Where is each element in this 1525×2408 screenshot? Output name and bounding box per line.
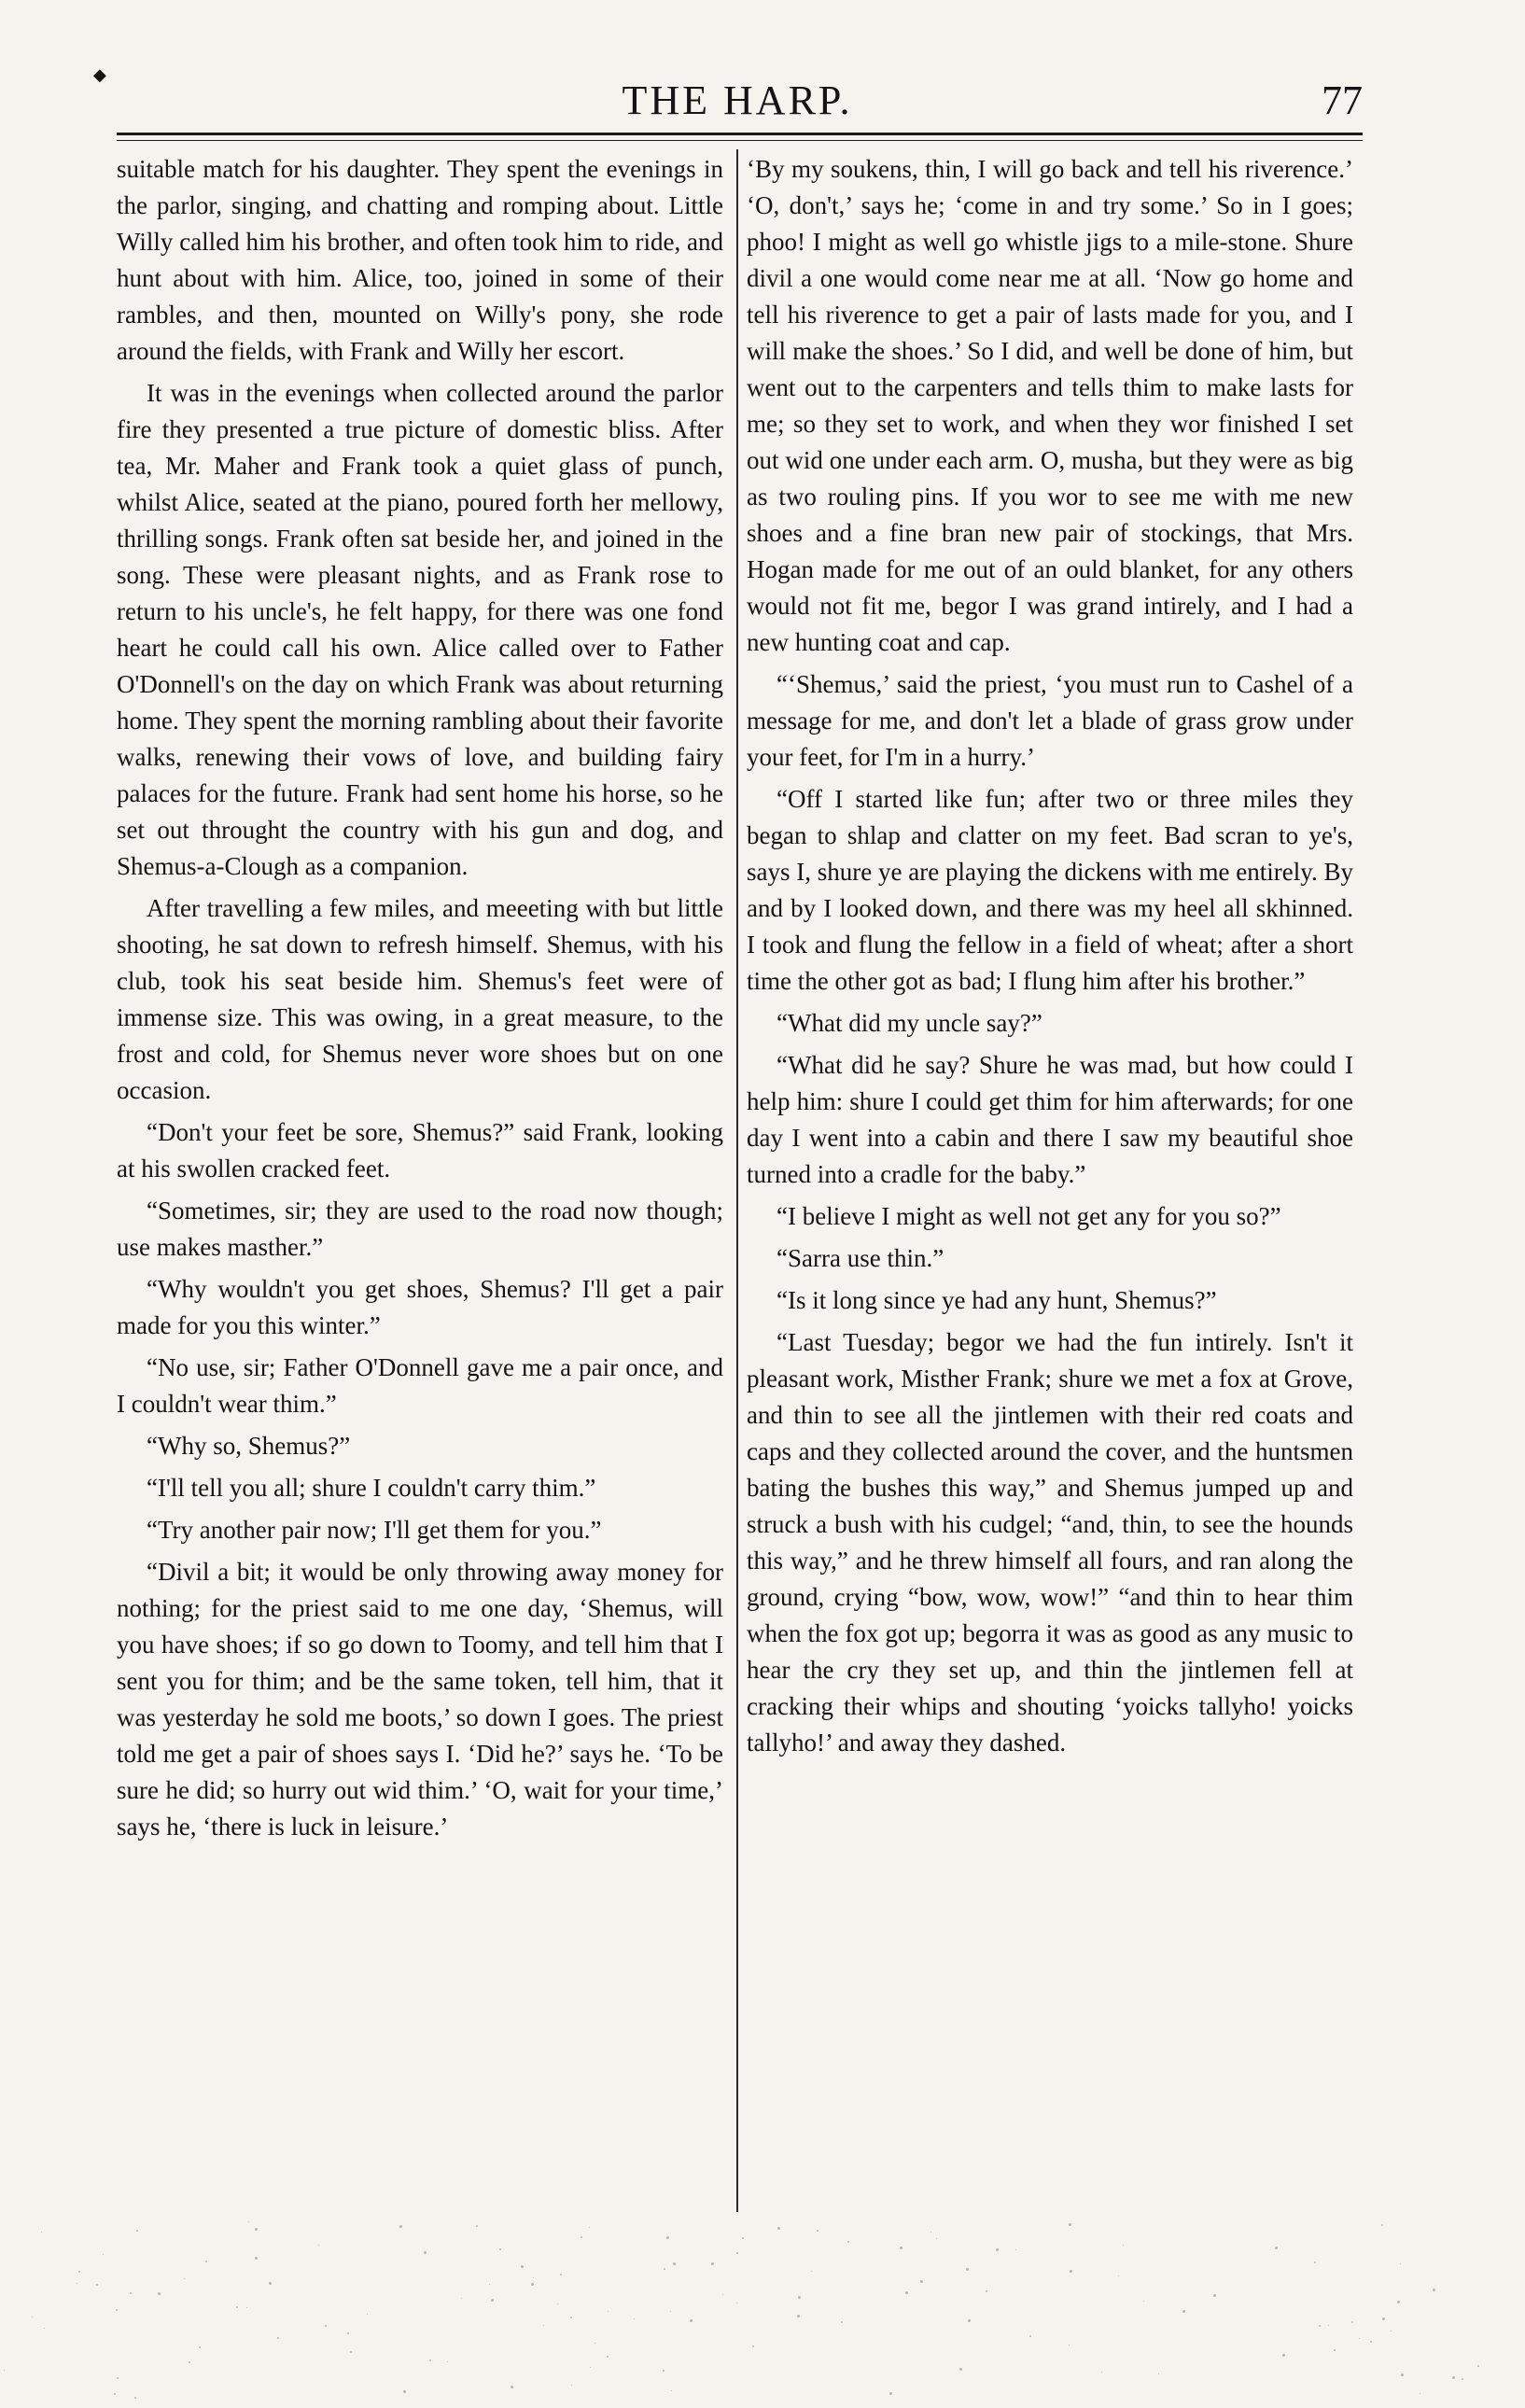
- print-speckle: [399, 2225, 402, 2228]
- print-speckle: [711, 2262, 714, 2265]
- print-speckle: [589, 2227, 590, 2228]
- print-speckle: [429, 2359, 431, 2361]
- print-speckle: [1359, 2338, 1360, 2339]
- print-speckle: [811, 2271, 812, 2272]
- paragraph: “I'll tell you all; shure I couldn't carry thim.”: [147, 1474, 596, 1502]
- print-speckle: [350, 2351, 352, 2353]
- print-speckle: [930, 2232, 931, 2233]
- paragraph: “What did my uncle say?”: [776, 1009, 1042, 1037]
- print-speckle: [499, 2248, 501, 2250]
- print-speckle: [114, 2393, 116, 2395]
- print-speckle: [403, 2390, 406, 2393]
- print-speckle: [560, 2274, 562, 2275]
- print-speckle: [1123, 2245, 1124, 2246]
- right-column: [747, 151, 1353, 1767]
- print-speckle: [1282, 2354, 1285, 2357]
- paragraph: “Sarra use thin.”: [776, 1244, 944, 1272]
- print-speckle: [1462, 2378, 1463, 2380]
- print-speckle: [41, 2232, 42, 2233]
- print-speckle: [889, 2392, 892, 2395]
- print-speckle: [666, 2236, 669, 2239]
- print-speckle: [491, 2299, 494, 2302]
- print-speckle: [777, 2227, 780, 2230]
- print-speckle: [1182, 2310, 1185, 2313]
- print-speckle: [1069, 2223, 1071, 2226]
- paragraph: After travelling a few miles, and meeeting with but little shooting, he sat down to refresh himself. Shemus, with his club, took his seat beside him. Shemus's feet were of immense size. This was owing, in a great measure, to the frost and cold, for Shemus never wore shoes but on one occasion.: [117, 894, 723, 1104]
- print-speckle: [570, 2317, 572, 2318]
- print-speckle: [986, 2290, 987, 2292]
- print-speckle: [1101, 2372, 1102, 2373]
- paragraph: “I believe I might as well not get any for you so?”: [776, 1202, 1281, 1230]
- print-speckle: [798, 2296, 801, 2299]
- print-speckle: [959, 2368, 962, 2371]
- print-speckle: [96, 2284, 98, 2286]
- print-speckle: [966, 2268, 969, 2271]
- print-speckle: [1400, 2263, 1401, 2264]
- print-speckle: [1143, 2301, 1144, 2302]
- print-speckle: [4, 2370, 5, 2371]
- print-speckle: [189, 2361, 190, 2363]
- header-rule-thick: [117, 133, 1363, 135]
- print-speckle: [255, 2228, 258, 2231]
- print-speckle: [246, 2307, 247, 2308]
- print-speckle: [136, 2230, 138, 2232]
- print-speckle: [817, 2230, 818, 2232]
- print-speckle: [1397, 2301, 1400, 2303]
- print-speckle: [199, 2346, 201, 2348]
- paragraph: “Last Tuesday; begor we had the fun intirely. Isn't it pleasant work, Misther Frank; shure we met a fox at Grove, and thin to see all the jintlemen with their red coats and caps and they collected around the cover, and the huntsmen bating the bushes this way,” and Shemus jumped up and struck a bush with his cudgel; “and, thin, to see the hounds this way,” and he threw himself all fours, and ran along the ground, crying “bow, wow, wow!” “and thin to hear thim when the fox got up; begorra it was as good as any music to hear the cry they set up, and thin the jintlemen fell at cracking their whips and shouting ‘yoicks tallyho! yoicks tallyho!’ and away they dashed.: [747, 1328, 1353, 1757]
- print-speckle: [367, 2314, 368, 2315]
- header-rule-thin: [117, 140, 1363, 141]
- print-speckle: [1213, 2294, 1216, 2297]
- paragraph: “Why wouldn't you get shoes, Shemus? I'll get a pair made for you this winter.”: [117, 1275, 723, 1339]
- print-speckle: [847, 2241, 849, 2243]
- print-speckle: [117, 2377, 119, 2379]
- print-speckle: [752, 2345, 754, 2347]
- print-speckle: [543, 2325, 544, 2326]
- print-speckle: [920, 2280, 923, 2283]
- print-speckle: [557, 2303, 558, 2304]
- print-speckle: [78, 2271, 80, 2273]
- print-speckle: [116, 2309, 118, 2311]
- print-speckle: [269, 2282, 272, 2285]
- print-speckle: [905, 2291, 908, 2294]
- print-speckle: [158, 2292, 161, 2295]
- print-speckle: [571, 2385, 572, 2386]
- print-speckle: [1370, 2341, 1372, 2343]
- print-speckle: [533, 2277, 534, 2278]
- print-speckle: [44, 2328, 45, 2329]
- print-speckle: [607, 2356, 609, 2358]
- print-speckle: [318, 2245, 319, 2246]
- print-speckle: [205, 2261, 207, 2262]
- page-header: [112, 77, 1363, 133]
- print-speckle: [1029, 2335, 1031, 2337]
- print-speckle: [690, 2319, 693, 2322]
- print-speckle: [936, 2238, 937, 2239]
- print-speckle: [1319, 2325, 1321, 2327]
- print-speckle: [1070, 2270, 1072, 2273]
- print-speckle: [1015, 2249, 1016, 2250]
- print-speckle: [634, 2318, 635, 2319]
- print-speckle: [673, 2262, 676, 2265]
- print-speckle: [664, 2268, 665, 2270]
- print-speckle: [521, 2265, 524, 2268]
- print-speckle: [184, 2278, 185, 2279]
- print-speckle: [742, 2237, 744, 2239]
- print-speckle: [347, 2332, 349, 2334]
- print-speckle: [671, 2390, 672, 2391]
- print-speckle: [103, 2254, 104, 2255]
- column-divider: [736, 149, 738, 2212]
- paragraph: “Divil a bit; it would be only throwing away money for nothing; for the priest said to me one day, ‘Shemus, will you have shoes; if so go down to Toomy, and tell him that I sent you for thim; and be the same token, tell him, that it was yesterday he sold me boots,’ so down I goes. The priest told me get a pair of shoes says I. ‘Did he?’ says he. ‘To be sure he did; so hurry out wid thim.’ ‘O, wait for your time,’ says he, ‘there is luck in leisure.’: [117, 1558, 723, 1841]
- print-speckle: [130, 2292, 132, 2294]
- print-speckle: [1275, 2247, 1278, 2249]
- page-number: 77: [1322, 77, 1363, 123]
- print-speckle: [797, 2315, 800, 2317]
- print-speckle: [1118, 2275, 1119, 2276]
- print-speckle: [1382, 2317, 1385, 2320]
- print-speckle: [1452, 2376, 1455, 2379]
- print-speckle: [1401, 2373, 1404, 2376]
- running-title: THE HARP.: [622, 77, 853, 123]
- print-speckle: [581, 2236, 582, 2238]
- print-speckle: [1433, 2289, 1435, 2291]
- print-speckle: [248, 2221, 249, 2222]
- print-speckle: [489, 2284, 490, 2285]
- print-speckle: [424, 2251, 427, 2254]
- print-speckle: [1477, 2365, 1479, 2367]
- print-speckle: [841, 2321, 843, 2323]
- print-speckle: [325, 2325, 327, 2327]
- print-speckle: [134, 2397, 136, 2399]
- paragraph: “‘Shemus,’ said the priest, ‘you must run to Cashel of a message for me, and don't let a blade of grass grow under your feet, for I'm in a hurry.’: [747, 670, 1353, 771]
- print-speckle: [968, 2319, 971, 2322]
- print-mark-icon: ◆: [93, 65, 106, 84]
- print-speckle: [476, 2225, 478, 2227]
- paragraph: “Why so, Shemus?”: [147, 1432, 351, 1460]
- print-speckle: [608, 2311, 609, 2312]
- paragraph: suitable match for his daughter. They spent the evenings in the parlor, singing, and chatting and romping about. Little Willy called him his brother, and often took him to ride, and hunt about with him. Alice, too, joined in some of their rambles, and then, mounted on Willy's pony, she rode around the fields, with Frank and Willy her escort.: [117, 155, 723, 365]
- print-speckle: [255, 2257, 258, 2260]
- paragraph: “What did he say? Shure he was mad, but how could I help him: shure I could get thim for him afterwards; for one day I went into a cabin and there I saw my beautiful shoe turned into a cradle for the baby.”: [747, 1051, 1353, 1188]
- print-speckle: [590, 2367, 591, 2368]
- paragraph: “Is it long since ye had any hunt, Shemus?”: [776, 1286, 1217, 1314]
- print-speckle: [1158, 2373, 1159, 2374]
- print-speckle: [447, 2361, 448, 2362]
- paragraph: ‘By my soukens, thin, I will go back and tell his riverence.’ ‘O, don't,’ says he; ‘come in and try some.’ So in I goes; phoo! I might as well go whistle jigs to a mile-stone. Shure divil a one would come near me at all. ‘Now go home and tell his riverence to get a pair of lasts made for you, and I will make the shoes.’ So I did, and well be done of him, but went out to the carpenters and tells thim to make lasts for me; so they set to work, and when they wor finished I set out wid one under each arm. O, musha, but they were as big as two rouling pins. If you wor to see me with me new shoes and a fine bran new pair of stockings, that Mrs. Hogan made for me out of an ould blanket, for any others would not fit me, begor I was grand intirely, and I had a new hunting coat and cap.: [747, 155, 1353, 656]
- print-speckle: [1314, 2261, 1316, 2263]
- left-column: [117, 151, 723, 1851]
- print-speckle: [1351, 2321, 1353, 2323]
- print-speckle: [722, 2294, 723, 2295]
- print-speckle: [277, 2337, 279, 2339]
- print-speckle: [1328, 2325, 1329, 2326]
- print-speckle: [900, 2247, 902, 2249]
- paragraph: “No use, sir; Father O'Donnell gave me a pair once, and I couldn't wear thim.”: [117, 1353, 723, 1418]
- paragraph: “Don't your feet be sore, Shemus?” said Frank, looking at his swollen cracked feet.: [117, 1118, 723, 1183]
- print-speckle: [236, 2306, 238, 2308]
- print-speckle: [736, 2252, 738, 2254]
- print-speckle: [1381, 2224, 1383, 2226]
- print-speckle: [511, 2386, 513, 2388]
- paragraph: “Try another pair now; I'll get them for you.”: [147, 1516, 602, 1544]
- paragraph: It was in the evenings when collected around the parlor fire they presented a true picture of domestic bliss. After tea, Mr. Maher and Frank took a quiet glass of punch, whilst Alice, seated at the piano, poured forth her mellowy, thrilling songs. Frank often sat beside her, and joined in the song. These were pleasant nights, and as Frank rose to return to his uncle's, he felt happy, for there was one fond heart he could call his own. Alice called over to Father O'Donnell's on the day on which Frank was about returning home. They spent the morning rambling about their favorite walks, renewing their vows of love, and building fairy palaces for the future. Frank had sent home his horse, so he set out throught the country with his gun and dog, and Shemus-a-Clough as a companion.: [117, 379, 723, 880]
- paragraph: “Off I started like fun; after two or three miles they began to shlap and clatter on my feet. Bad scran to ye's, says I, shure ye are playing the dickens with me entirely. By and by I looked down, and there was my heel all skhinned. I took and flung the fellow in a field of wheat; after a short time the other got as bad; I flung him after his brother.”: [747, 785, 1353, 995]
- print-speckle: [531, 2283, 534, 2286]
- print-speckle: [461, 2298, 462, 2299]
- print-speckle: [996, 2248, 999, 2251]
- print-speckle: [663, 2370, 665, 2372]
- print-speckle: [670, 2311, 671, 2312]
- print-speckle: [1334, 2349, 1336, 2351]
- paragraph: “Sometimes, sir; they are used to the road now though; use makes masther.”: [117, 1197, 723, 1261]
